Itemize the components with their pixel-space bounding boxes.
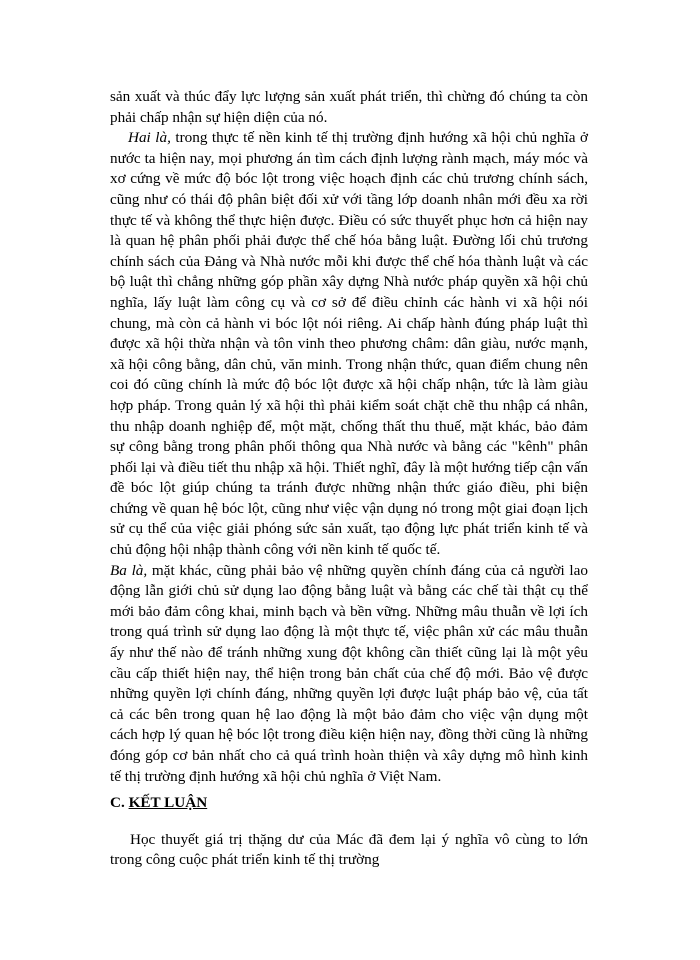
paragraph-3-lead: Ba là, xyxy=(110,561,148,579)
paragraph-2-body: trong thực tế nền kinh tế thị trường định hướng xã hội chủ nghĩa ở nước ta hiện nay, mọi phương án tìm cách định lượng rành mạch, máy móc và xơ cứng về mức độ bóc lột trong việc hoạch định các chủ trương chính sách, cũng như có thái độ phân biệt đối xử với tầng lớp doanh nhân mới đều xa rời thực tế và không thể thực hiện được. Điều có sức thuyết phục hơn cả hiện nay là quan hệ phân phối phải được thể chế hóa bằng luật. Đường lối chủ trương chính sách của Đảng và Nhà nước mỗi khi được thể chế hóa thành luật và các bộ luật thì chẳng những góp phần xây dựng Nhà nước pháp quyền xã hội chủ nghĩa, lấy luật làm công cụ và cơ sở để điều chỉnh các hành vi xã hội nói chung, mà còn cả hành vi bóc lột nói riêng. Ai chấp hành đúng pháp luật thì được xã hội thừa nhận và tôn vinh theo phương châm: dân giàu, nước mạnh, xã hội công bằng, dân chủ, văn minh. Trong nhận thức, quan điểm chung nên coi đó cũng chính là mức độ bóc lột được xã hội chấp nhận, tức là làm giàu hợp pháp. Trong quản lý xã hội thì phải kiểm soát chặt chẽ thu nhập cá nhân, thu nhập doanh nghiệp để, một mặt, chống thất thu thuế, mặt khác, bảo đảm sự công bằng trong phân phối thông qua Nhà nước và bằng các "kênh" phân phối lại và điều tiết thu nhập xã hội. Thiết nghĩ, đây là một hướng tiếp cận vấn đề bóc lột giúp chúng ta tránh được những nhận thức giáo điều, phi biện chứng về quan hệ bóc lột, cũng như việc vận dụng nó trong một giai đoạn lịch sử cụ thể của việc giải phóng sức sản xuất, tạo động lực phát triển kinh tế và chủ động hội nhập thành công với nền kinh tế quốc tế. xyxy=(110,129,588,559)
paragraph-conclusion xyxy=(110,830,588,871)
section-prefix: C. xyxy=(110,794,129,812)
paragraph-4-text: Học thuyết giá trị thặng dư của Mác đã đem lại ý nghĩa vô cùng to lớn trong công cuộc phát triển kinh tế thị trường xyxy=(110,830,588,869)
paragraph-hai-la xyxy=(110,128,588,560)
paragraph-3-body: mặt khác, cũng phải bảo vệ những quyền chính đáng của cả người lao động lẫn giới chủ sử dụng lao động bằng luật và bằng các chế tài thật cụ thể mới bảo đảm công khai, minh bạch và bền vững. Những mâu thuẫn về lợi ích trong quá trình sử dụng lao động là một thực tế, việc phân xử các mâu thuẫn ấy như thế nào để tránh những xung đột không cần thiết cũng lại là một yêu cầu cấp thiết hiện nay, thể hiện trong bản chất của chế độ mới. Bảo vệ được những quyền lợi chính đáng, những quyền lợi được luật pháp bảo vệ, của tất cả các bên trong quan hệ lao động là một bảo đảm cho việc vận dụng một cách hợp lý quan hệ bóc lột trong điều kiện hiện nay, đồng thời cũng là những đóng góp cơ bản nhất cho cả quá trình hoàn thiện và xây dựng mô hình kinh tế thị trường định hướng xã hội chủ nghĩa ở Việt Nam. xyxy=(110,561,588,785)
paragraph-1-text: sản xuất và thúc đẩy lực lượng sản xuất phát triển, thì chừng đó chúng ta còn phải chấp nhận sự hiện diện của nó. xyxy=(110,88,588,126)
section-title: KẾT LUẬN xyxy=(128,794,208,812)
body-text xyxy=(110,87,588,871)
paragraph-ba-la xyxy=(110,561,588,788)
paragraph-2-lead: Hai là, xyxy=(128,129,171,147)
section-heading xyxy=(110,793,588,814)
paragraph-continuation xyxy=(110,87,588,128)
